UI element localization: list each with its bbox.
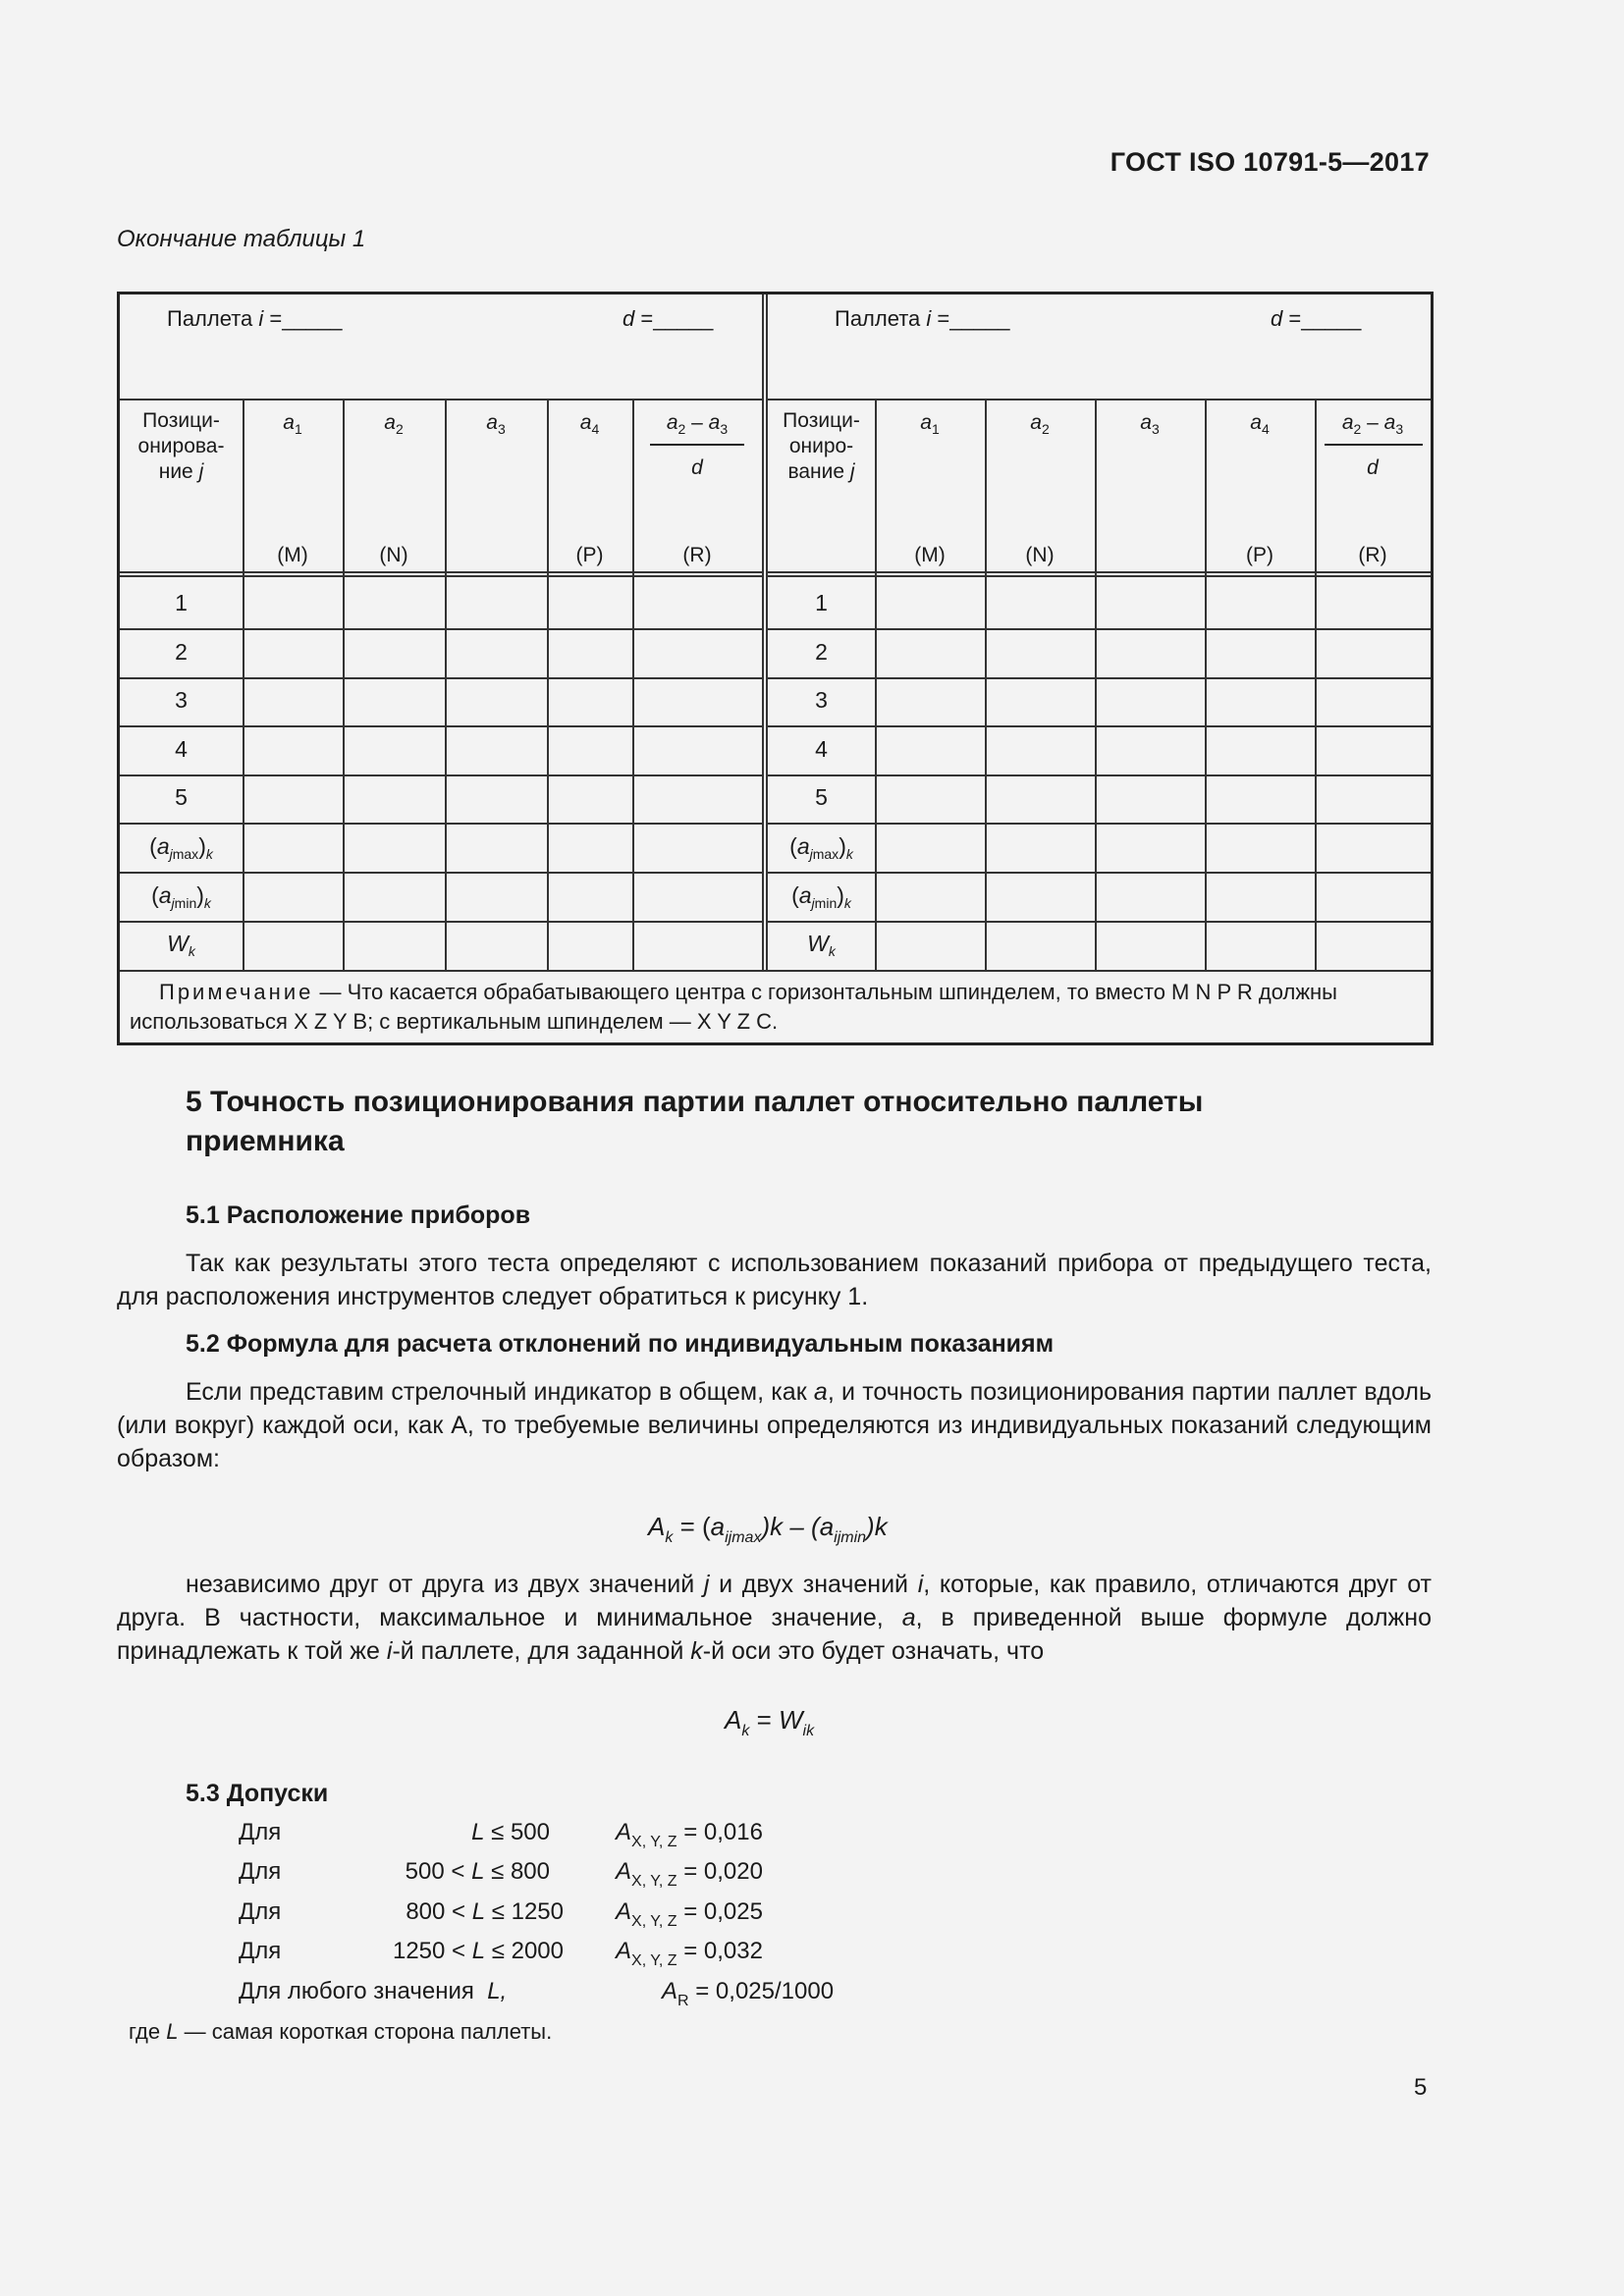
tolerance-value: $A_{X, Y, Z} = 0,020$: [616, 1858, 763, 1890]
document-standard-header: ГОСТ ISO 10791-5—2017: [1110, 147, 1430, 177]
table-row-label: 3: [175, 687, 188, 713]
axis-label: (N): [1025, 544, 1055, 566]
tolerance-value: $A_{X, Y, Z} = 0,025$: [616, 1898, 763, 1930]
tolerance-range: 800 < L ≤ 1250: [406, 1898, 564, 1925]
section-5-2-title: 5.2 Формула для расчета отклонений по индивидуальным показаниям: [186, 1330, 1055, 1358]
tolerance-for: Для: [239, 1819, 282, 1845]
fraction-line: [1325, 444, 1423, 446]
table-row-label-max: $(a_{jmax})_k$: [789, 833, 853, 862]
table-row-label: 1: [815, 590, 828, 615]
table-row-label: 5: [175, 784, 188, 810]
a4-header: $a_4$: [579, 411, 600, 437]
tolerance-for: Для: [239, 1858, 282, 1885]
table-row-label: 4: [175, 736, 188, 762]
axis-label: (N): [379, 544, 408, 566]
section-5-2-text-1: Если представим стрелочный индикатор в общем, как a, и точность позиционирования партии паллет вдоль (или вокруг) каждой оси, как А, то требуемые величины определяются из индивидуальных показаний следующим образом:: [117, 1378, 1432, 1472]
a2-header: $a_2$: [1030, 411, 1050, 437]
tolerance-for: Для: [239, 1938, 282, 1964]
pallet-header-row: [120, 294, 762, 400]
axis-label: (R): [682, 544, 712, 566]
table-right-half: [768, 294, 1431, 970]
fraction-denominator: d: [691, 456, 703, 479]
table-row-label-w: $W_k$: [167, 931, 195, 959]
table-row-label: 2: [815, 639, 828, 665]
table-caption: Окончание таблицы 1: [117, 226, 366, 252]
pallet-i-label: Паллета i =_____: [835, 306, 1010, 331]
axis-label: (P): [575, 544, 604, 566]
table-row-label: 1: [175, 590, 188, 615]
axis-label: (M): [914, 544, 946, 566]
table-note: [120, 970, 1431, 1042]
tolerance-for: Для: [239, 1898, 282, 1925]
table-double-divider: [762, 294, 764, 970]
table-left-half: [120, 294, 762, 970]
axis-label: (M): [277, 544, 308, 566]
axis-label: (R): [1358, 544, 1387, 566]
a2-header: $a_2$: [384, 411, 404, 437]
table-row-label-w: $W_k$: [807, 931, 836, 959]
a1-header: $a_1$: [920, 411, 940, 437]
pallet-i-label: Паллета i =_____: [167, 306, 343, 331]
a4-header: $a_4$: [1250, 411, 1270, 437]
section-5-3-title: 5.3 Допуски: [186, 1780, 329, 1807]
table-row-label-min: $(a_{jmin})_k$: [151, 882, 211, 911]
tolerance-range: L ≤ 500: [471, 1819, 550, 1845]
table-row-label: 3: [815, 687, 828, 713]
a3-header: $a_3$: [1140, 411, 1160, 437]
position-header: Позици- онирова- ние j: [137, 409, 225, 483]
table-row-label: 2: [175, 639, 188, 665]
tolerance-value: $A_{X, Y, Z} = 0,032$: [616, 1938, 763, 1969]
pallet-header-row: [768, 294, 1431, 400]
section-5-1-text: Так как результаты этого теста определяют с использованием показаний прибора от предыдущего теста, для расположения инструментов следует обратиться к рисунку 1.: [117, 1250, 1432, 1310]
fraction-line: [650, 444, 744, 446]
tolerance-range: 500 < L ≤ 800: [405, 1858, 550, 1885]
note-label: Примечание: [159, 980, 314, 1004]
a1-header: $a_1$: [283, 411, 302, 437]
table-row-label-min: $(a_{jmin})_k$: [791, 882, 851, 911]
section-5-2-text-2: независимо друг от друга из двух значений j и двух значений i, которые, как правило, отличаются друг от друга. В частности, максимальное и минимальное значение, a, в приведенной выше формуле должно принадлежать к той же i-й паллете, для заданной k-й оси это будет означать, что: [117, 1571, 1433, 1665]
position-header: Позици- ониро- вание j: [783, 409, 860, 483]
a3-header: $a_3$: [486, 411, 506, 437]
formula-1: $A_k = (a_{ijmax})k - (a_{ijmin})k$: [648, 1512, 888, 1546]
table-row-label: 4: [815, 736, 828, 762]
tolerance-range: 1250 < L ≤ 2000: [392, 1938, 564, 1964]
axis-label: (P): [1246, 544, 1273, 566]
page-number: 5: [1414, 2074, 1428, 2101]
table-row-label-max: $(a_{jmax})_k$: [149, 833, 213, 862]
tolerance-any-value: $A_R = 0,025/1000$: [662, 1978, 835, 2009]
fraction-header: $a_2 - a_3$: [666, 411, 729, 437]
tolerance-value: $A_{X, Y, Z} = 0,016$: [616, 1819, 763, 1850]
d-label: d =_____: [623, 306, 714, 331]
where-note: где L — самая короткая сторона паллеты.: [129, 2019, 553, 2044]
fraction-header: $a_2 - a_3$: [1341, 411, 1404, 437]
section-5-1-title: 5.1 Расположение приборов: [186, 1201, 531, 1229]
tolerance-any-label: Для любого значения L,: [239, 1978, 508, 2004]
fraction-denominator: d: [1367, 456, 1379, 479]
note-text: — Что касается обрабатывающего центра с горизонтальным шпинделем, то вместо M N P R должны использоваться X Z Y B; с вертикальным шпинделем — X Y Z C.: [130, 980, 1337, 1034]
section-5-title: 5 Точность позиционирования партии паллет относительно паллеты приемника: [186, 1086, 1204, 1157]
formula-2: $A_k = W_{ik}$: [725, 1705, 815, 1739]
d-label: d =_____: [1271, 306, 1362, 331]
measurement-table: [117, 292, 1434, 1045]
table-row-label: 5: [815, 784, 828, 810]
